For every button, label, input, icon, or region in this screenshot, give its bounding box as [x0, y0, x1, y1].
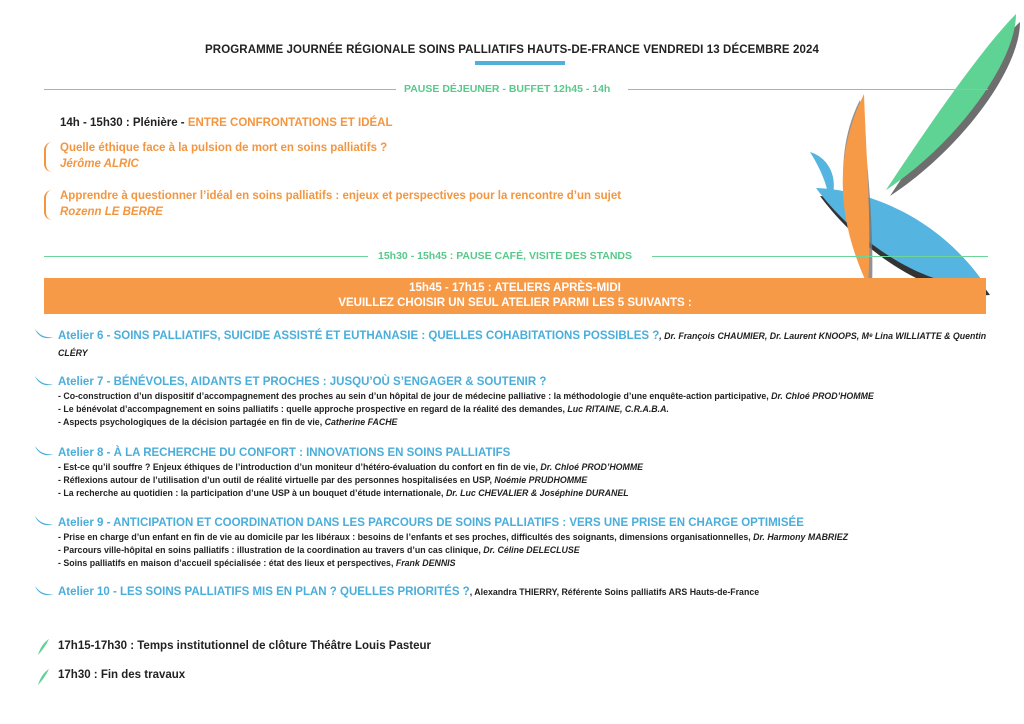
green-swoosh-icon [36, 638, 50, 656]
atelier-item: - Soins palliatifs en maison d’accueil spécialisée : état des lieux et perspectives, Frank DENNIS [58, 558, 456, 568]
blue-swoosh-icon [34, 327, 54, 341]
title-underline [475, 61, 565, 65]
end-of-day: 17h30 : Fin des travaux [58, 669, 186, 681]
atelier-8 [58, 446, 988, 500]
talk-speaker: Rozenn LE BERRE [60, 206, 163, 218]
blue-swoosh-icon [34, 374, 54, 388]
atelier-item: - La recherche au quotidien : la participation d’une USP à un bouquet d’étude internationale, Dr. Luc CHEVALIER & Joséphine DURANEL [58, 488, 629, 498]
talk-title: Apprendre à questionner l’idéal en soins palliatifs : enjeux et perspectives pour la rencontre d’un sujet [60, 190, 622, 202]
banner-line-1: 15h45 - 17h15 : ATELIERS APRÈS-MIDI [409, 282, 621, 294]
atelier-6 [58, 328, 988, 362]
atelier-heading: Atelier 8 - À LA RECHERCHE DU CONFORT : INNOVATIONS EN SOINS PALLIATIFS [58, 447, 511, 459]
talk-speaker: Jérôme ALRIC [60, 158, 139, 170]
green-swoosh-icon [36, 668, 50, 686]
talk-title: Quelle éthique face à la pulsion de mort en soins palliatifs ? [60, 142, 388, 154]
coffee-break: 15h30 - 15h45 : PAUSE CAFÉ, VISITE DES STANDS [378, 250, 633, 262]
atelier-7 [58, 375, 988, 429]
blue-swoosh-icon [34, 514, 54, 528]
atelier-9 [58, 516, 988, 570]
atelier-heading: Atelier 6 - SOINS PALLIATIFS, SUICIDE ASSISTÉ ET EUTHANASIE : QUELLES COHABITATIONS POSSIBLES ? [58, 330, 660, 342]
atelier-heading: Atelier 10 - LES SOINS PALLIATIFS MIS EN PLAN ? QUELLES PRIORITÉS ? [58, 586, 470, 598]
atelier-heading: Atelier 9 - ANTICIPATION ET COORDINATION DANS LES PARCOURS DE SOINS PALLIATIFS : VERS UNE PRISE EN CHARGE OPTIMISÉE [58, 517, 804, 529]
divider-line-left [44, 89, 396, 90]
atelier-item: - Prise en charge d’un enfant en fin de vie au domicile par les libéraux : besoins de l’enfants et ses proches, difficultés des soignants, dimensions organisationnelles, Dr. Harmony MABRIEZ [58, 532, 848, 542]
pleniere-heading [60, 117, 393, 129]
atelier-item: - Parcours ville-hôpital en soins palliatifs : illustration de la coordination au travers d’un cas clinique, Dr. Céline DELECLUSE [58, 545, 580, 555]
talk-bracket [44, 142, 54, 172]
talk-bracket [44, 190, 54, 220]
talk-1 [60, 140, 660, 172]
atelier-authors: , Alexandra THIERRY, Référente Soins palliatifs ARS Hauts-de-France [469, 587, 760, 597]
atelier-authors: , Dr. François CHAUMIER, Dr. Laurent KNOOPS, Mᵉ Lina WILLIATTE & Quentin CLÉRY [58, 331, 987, 358]
divider-line-right [628, 89, 988, 90]
blue-swoosh-icon [34, 584, 54, 598]
page-title: PROGRAMME JOURNÉE RÉGIONALE SOINS PALLIATIFS HAUTS-DE-FRANCE VENDREDI 13 DÉCEMBRE 2024 [205, 44, 819, 56]
atelier-item: - Est-ce qu’il souffre ? Enjeux éthiques de l’introduction d’un moniteur d’hétéro-évaluation du confort en fin de vie, Dr. Chloé PROD’HOMME [58, 462, 644, 472]
atelier-item: - Réflexions autour de l’utilisation d’un outil de réalité virtuelle par des personnes hospitalisées en USP, Noémie PRUDHOMME [58, 475, 588, 485]
pleniere-theme: ENTRE CONFRONTATIONS ET IDÉAL [187, 117, 393, 129]
atelier-item: - Le bénévolat d’accompagnement en soins palliatifs : quelle approche prospective en regard de la réalité des demandes, Luc RITAINE, C.R.A.B.A. [58, 404, 669, 414]
ateliers-banner [44, 278, 986, 314]
atelier-item: - Co-construction d’un dispositif d’accompagnement des proches au sein d’un hôpital de jour de médecine palliative : la méthodologie d’une enquête-action participative, Dr. Chloé PROD’HOMME [58, 391, 874, 401]
talk-2 [60, 188, 660, 220]
divider-line-left [44, 256, 368, 257]
atelier-item: - Aspects psychologiques de la décision partagée en fin de vie, Catherine FACHE [58, 417, 398, 427]
closing-ceremony: 17h15-17h30 : Temps institutionnel de clôture Théâtre Louis Pasteur [58, 640, 431, 652]
divider-line-right [652, 256, 988, 257]
banner-line-2: VEUILLEZ CHOISIR UN SEUL ATELIER PARMI LES 5 SUIVANTS : [338, 297, 692, 309]
atelier-10 [58, 586, 988, 599]
lunch-break: PAUSE DÉJEUNER - BUFFET 12h45 - 14h [404, 83, 611, 95]
pleniere-time: 14h - 15h30 : Plénière - [60, 117, 188, 129]
blue-swoosh-icon [34, 444, 54, 458]
atelier-heading: Atelier 7 - BÉNÉVOLES, AIDANTS ET PROCHES : JUSQU’OÙ S’ENGAGER & SOUTENIR ? [58, 376, 547, 388]
